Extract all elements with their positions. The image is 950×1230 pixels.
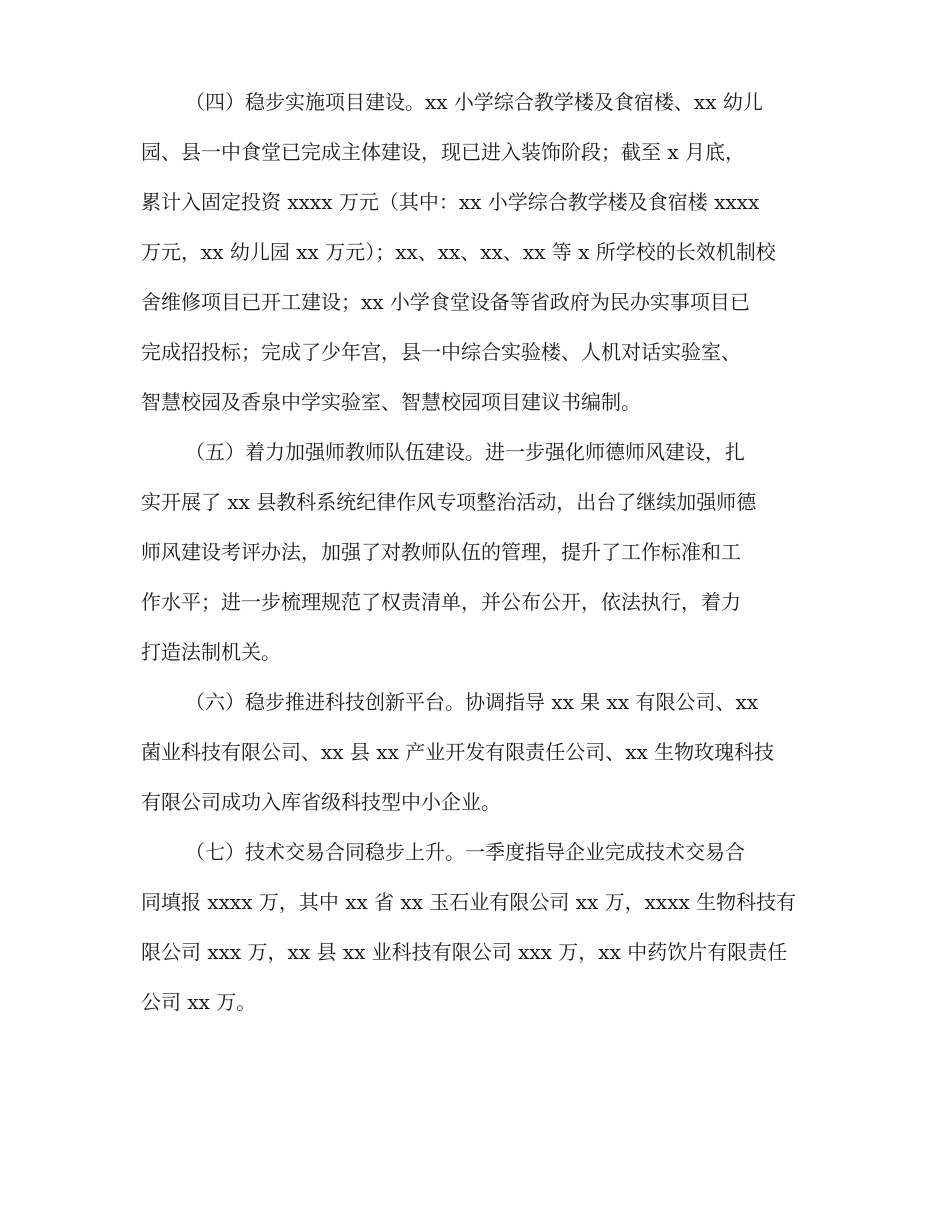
paragraph-6-line-2: 菌业科技有限公司、xx 县 xx 产业开发有限责任公司、xx 生物玫瑰科技 <box>141 740 775 764</box>
paragraph-4-line-4: 万元，xx 幼儿园 xx 万元）；xx、xx、xx、xx 等 x 所学校的长效机制校 <box>141 240 776 264</box>
paragraph-5-line-5: 打造法制机关。 <box>141 640 281 664</box>
paragraph-4-line-1: （四）稳步实施项目建设。xx 小学综合教学楼及食宿楼、xx 幼儿 <box>185 90 763 114</box>
paragraph-5-line-4: 作水平；进一步梳理规范了权责清单，并公布公开，依法执行，着力 <box>141 590 741 614</box>
paragraph-7-line-4: 公司 xx 万。 <box>141 990 257 1014</box>
paragraph-4-line-3: 累计入固定投资 xxxx 万元（其中：xx 小学综合教学楼及食宿楼 xxxx <box>141 190 760 214</box>
paragraph-6-line-1: （六）稳步推进科技创新平台。协调指导 xx 果 xx 有限公司、xx <box>185 690 759 714</box>
paragraph-7-line-1: （七）技术交易合同稳步上升。一季度指导企业完成技术交易合 <box>185 840 745 864</box>
paragraph-5-line-2: 实开展了 xx 县教科系统纪律作风专项整治活动，出台了继续加强师德 <box>141 490 757 514</box>
paragraph-7-line-3: 限公司 xxx 万，xx 县 xx 业科技有限公司 xxx 万，xx 中药饮片有限责任 <box>141 940 788 964</box>
paragraph-6-line-3: 有限公司成功入库省级科技型中小企业。 <box>141 790 501 814</box>
paragraph-4-line-7: 智慧校园及香泉中学实验室、智慧校园项目建议书编制。 <box>141 390 641 414</box>
paragraph-5-line-1: （五）着力加强师教师队伍建设。进一步强化师德师风建设，扎 <box>185 440 745 464</box>
paragraph-4-line-5: 舍维修项目已开工建设；xx 小学食堂设备等省政府为民办实事项目已 <box>141 290 750 314</box>
paragraph-7-line-2: 同填报 xxxx 万，其中 xx 省 xx 玉石业有限公司 xx 万，xxxx 生物科技有 <box>141 890 797 914</box>
paragraph-4-line-2: 园、县一中食堂已完成主体建设，现已进入装饰阶段；截至 x 月底， <box>141 140 745 164</box>
paragraph-4-line-6: 完成招投标；完成了少年宫，县一中综合实验楼、人机对话实验室、 <box>141 340 741 364</box>
paragraph-5-line-3: 师风建设考评办法，加强了对教师队伍的管理，提升了工作标准和工 <box>141 540 741 564</box>
